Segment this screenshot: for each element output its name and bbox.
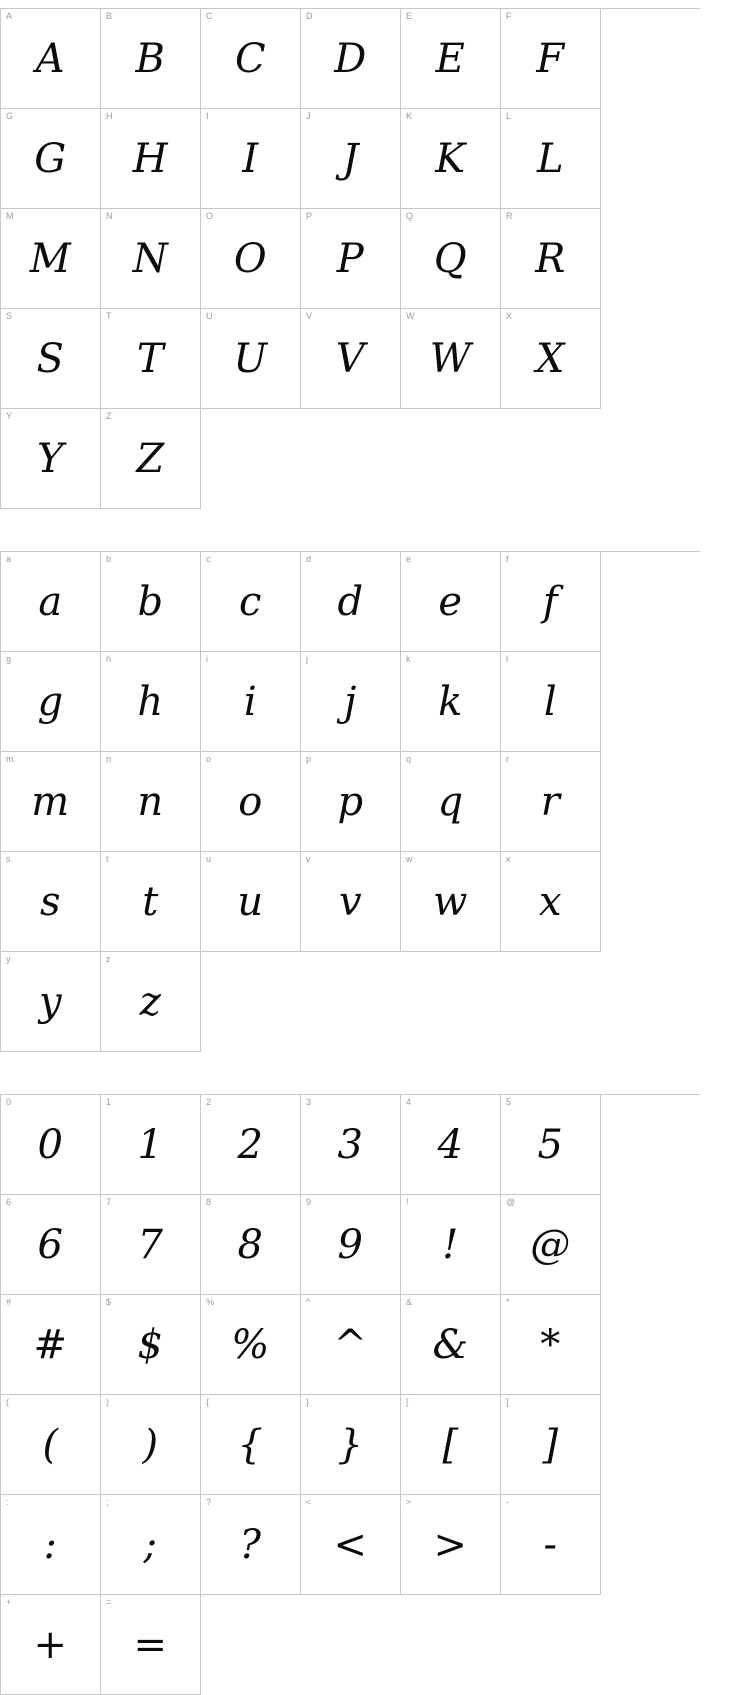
glyph-cell[interactable] [501, 9, 601, 109]
glyph-code-label: n [106, 754, 112, 764]
glyph-code-label: 3 [306, 1097, 312, 1107]
glyph-character: < [333, 1521, 368, 1568]
glyph-character: p [337, 778, 364, 825]
glyph-cell[interactable] [301, 752, 401, 852]
glyph-code-label: R [506, 211, 513, 221]
glyph-code-label: N [106, 211, 113, 221]
glyph-character: j [344, 678, 357, 725]
glyph-cell[interactable] [101, 1295, 201, 1395]
glyph-code-label: z [106, 954, 111, 964]
glyph-code-label: ; [106, 1497, 109, 1507]
glyph-code-label: 8 [206, 1197, 212, 1207]
glyph-character: 1 [137, 1121, 164, 1168]
section-lowercase [0, 551, 700, 1052]
glyph-cell[interactable] [501, 1195, 601, 1295]
glyph-code-label: 0 [6, 1097, 12, 1107]
section-spacer-1 [0, 509, 700, 551]
glyph-cell[interactable] [101, 1595, 201, 1695]
glyph-cell[interactable] [401, 1295, 501, 1395]
glyph-code-label: s [6, 854, 11, 864]
glyph-cell[interactable] [401, 652, 501, 752]
glyph-code-label: H [106, 111, 113, 121]
glyph-code-label: } [306, 1397, 310, 1407]
glyph-character: 4 [437, 1121, 464, 1168]
glyph-cell[interactable] [401, 209, 501, 309]
glyph-code-label: I [206, 111, 209, 121]
glyph-cell[interactable] [201, 1495, 301, 1595]
glyph-character: W [429, 335, 472, 382]
glyph-code-label: w [406, 854, 413, 864]
glyph-character: X [536, 335, 565, 382]
glyph-cell[interactable] [201, 209, 301, 309]
glyph-character: e [438, 578, 463, 625]
glyph-code-label: V [306, 311, 313, 321]
glyph-cell[interactable] [301, 309, 401, 409]
glyph-character: B [135, 35, 166, 82]
glyph-character: T [136, 335, 165, 382]
glyph-character: d [337, 578, 364, 625]
glyph-character: > [433, 1521, 468, 1568]
glyph-cell[interactable] [1, 109, 101, 209]
glyph-cell[interactable] [101, 652, 201, 752]
glyph-code-label: 4 [406, 1097, 412, 1107]
glyph-cell[interactable] [101, 409, 201, 509]
glyph-code-label: c [206, 554, 211, 564]
glyph-cell[interactable] [101, 552, 201, 652]
glyph-cell[interactable] [101, 309, 201, 409]
glyph-character: P [336, 235, 365, 282]
glyph-code-label: & [406, 1297, 413, 1307]
glyph-cell[interactable] [501, 752, 601, 852]
glyph-code-label: + [6, 1597, 12, 1607]
glyph-cell[interactable] [501, 209, 601, 309]
glyph-character: R [535, 235, 566, 282]
glyph-character: ] [542, 1421, 559, 1468]
glyph-character: G [34, 135, 67, 182]
glyph-cell[interactable] [401, 552, 501, 652]
glyph-cell[interactable] [201, 1295, 301, 1395]
glyph-cell[interactable] [501, 309, 601, 409]
glyph-cell[interactable] [401, 752, 501, 852]
glyph-character: U [233, 335, 268, 382]
page-top-spacer [0, 0, 700, 8]
section-digits-symbols [0, 1094, 700, 1695]
glyph-cell[interactable] [101, 9, 201, 109]
glyph-character: @ [530, 1221, 571, 1268]
glyph-character: ? [239, 1521, 262, 1568]
glyph-character: a [38, 578, 63, 625]
glyph-code-label: Q [406, 211, 414, 221]
glyph-code-label: = [106, 1597, 112, 1607]
glyph-character: A [35, 35, 66, 82]
glyph-code-label: x [506, 854, 511, 864]
glyph-code-label: @ [506, 1197, 516, 1207]
glyph-character: ( [42, 1421, 59, 1468]
glyph-cell[interactable] [1, 409, 101, 509]
glyph-character: y [38, 978, 63, 1025]
glyph-code-label: f [506, 554, 509, 564]
glyph-character: K [435, 135, 466, 182]
glyph-character: i [243, 678, 258, 725]
sections-wrapper [0, 8, 740, 1695]
glyph-character: } [337, 1421, 364, 1468]
glyph-character: Y [37, 435, 64, 482]
glyph-character: ! [442, 1221, 459, 1268]
glyph-character: { [237, 1421, 264, 1468]
glyph-code-label: E [406, 11, 413, 21]
glyph-cell[interactable] [101, 109, 201, 209]
glyph-code-label: O [206, 211, 214, 221]
glyph-cell[interactable] [101, 952, 201, 1052]
glyph-character: E [435, 35, 466, 82]
glyph-character: N [132, 235, 169, 282]
section-uppercase [0, 8, 700, 509]
glyph-cell[interactable] [1, 209, 101, 309]
glyph-code-label: D [306, 11, 313, 21]
glyph-code-label: 2 [206, 1097, 212, 1107]
glyph-cell[interactable] [201, 752, 301, 852]
glyph-character: Q [433, 235, 468, 282]
glyph-character: c [239, 578, 262, 625]
glyph-character: 3 [337, 1121, 364, 1168]
glyph-character: = [133, 1621, 168, 1668]
glyph-cell[interactable] [1, 952, 101, 1052]
glyph-code-label: u [206, 854, 212, 864]
glyph-cell[interactable] [401, 1095, 501, 1195]
glyph-character: I [242, 135, 259, 182]
glyph-cell[interactable] [101, 209, 201, 309]
glyph-character: * [540, 1321, 561, 1368]
glyph-code-label: B [106, 11, 113, 21]
glyph-cell[interactable] [301, 852, 401, 952]
glyph-character: q [437, 778, 464, 825]
glyph-code-label: U [206, 311, 213, 321]
glyph-code-label: Y [6, 411, 13, 421]
glyph-code-label: K [406, 111, 413, 121]
glyph-character: o [238, 778, 263, 825]
glyph-code-label: T [106, 311, 112, 321]
glyph-character: v [338, 878, 363, 925]
glyph-code-label: t [106, 854, 109, 864]
glyph-code-label: * [506, 1297, 510, 1307]
glyph-character: 2 [237, 1121, 264, 1168]
glyph-cell[interactable] [201, 1095, 301, 1195]
glyph-character: 0 [37, 1121, 64, 1168]
glyph-code-label: d [306, 554, 312, 564]
glyph-character: J [342, 135, 359, 182]
glyph-code-label: p [306, 754, 312, 764]
glyph-cell[interactable] [1, 1295, 101, 1395]
glyph-cell[interactable] [1, 309, 101, 409]
glyph-character: : [43, 1521, 58, 1568]
glyph-cell[interactable] [301, 552, 401, 652]
glyph-cell[interactable] [201, 309, 301, 409]
glyph-code-label: m [6, 754, 14, 764]
glyph-code-label: 5 [506, 1097, 512, 1107]
glyph-code-label: j [306, 654, 308, 664]
glyph-code-label: y [6, 954, 11, 964]
glyph-character: D [334, 35, 367, 82]
section-spacer-2 [0, 1052, 700, 1094]
glyph-cell[interactable] [501, 109, 601, 209]
glyph-code-label: h [106, 654, 112, 664]
glyph-character: V [335, 335, 366, 382]
glyph-character: n [137, 778, 164, 825]
glyph-character: z [139, 978, 162, 1025]
glyph-code-label: 9 [306, 1197, 312, 1207]
glyph-code-label: ) [106, 1397, 109, 1407]
glyph-character: u [237, 878, 264, 925]
glyph-code-label: { [206, 1397, 210, 1407]
glyph-cell[interactable] [401, 9, 501, 109]
glyph-character: s [39, 878, 62, 925]
glyph-code-label: P [306, 211, 313, 221]
glyph-cell[interactable] [501, 652, 601, 752]
glyph-character: L [536, 135, 565, 182]
glyph-code-label: L [506, 111, 512, 121]
glyph-code-label: M [6, 211, 14, 221]
glyph-code-label: l [506, 654, 508, 664]
glyph-cell[interactable] [1, 1495, 101, 1595]
glyph-cell[interactable] [1, 552, 101, 652]
glyph-cell[interactable] [501, 1295, 601, 1395]
glyph-cell[interactable] [1, 1595, 101, 1695]
glyph-code-label: ] [506, 1397, 509, 1407]
glyph-cell[interactable] [301, 1195, 401, 1295]
glyph-cell[interactable] [101, 1395, 201, 1495]
glyph-character: 6 [37, 1221, 64, 1268]
glyph-character: g [37, 678, 64, 725]
glyph-cell[interactable] [301, 1095, 401, 1195]
glyph-code-label: a [6, 554, 12, 564]
glyph-cell[interactable] [201, 1195, 301, 1295]
glyph-character: S [36, 335, 65, 382]
glyph-character: t [142, 878, 159, 925]
glyph-character: + [33, 1621, 68, 1668]
glyph-character: 8 [237, 1221, 264, 1268]
glyph-character: w [433, 878, 468, 925]
glyph-cell[interactable] [301, 1395, 401, 1495]
glyph-character: F [536, 35, 565, 82]
glyph-code-label: b [106, 554, 112, 564]
glyph-cell[interactable] [1, 852, 101, 952]
glyph-grid-uppercase [0, 8, 700, 509]
glyph-code-label: W [406, 311, 415, 321]
glyph-cell[interactable] [1, 1095, 101, 1195]
glyph-cell[interactable] [201, 9, 301, 109]
glyph-character: b [137, 578, 164, 625]
glyph-code-label: G [6, 111, 14, 121]
glyph-cell[interactable] [401, 852, 501, 952]
glyph-cell[interactable] [501, 1095, 601, 1195]
glyph-character: O [233, 235, 268, 282]
glyph-code-label: 1 [106, 1097, 112, 1107]
glyph-code-label: < [306, 1497, 312, 1507]
glyph-code-label: A [6, 11, 13, 21]
glyph-cell[interactable] [1, 1395, 101, 1495]
glyph-character: h [137, 678, 164, 725]
glyph-character: $ [137, 1321, 164, 1368]
glyph-cell[interactable] [301, 109, 401, 209]
glyph-cell[interactable] [1, 9, 101, 109]
glyph-character: [ [442, 1421, 459, 1468]
glyph-code-label: % [206, 1297, 215, 1307]
glyph-character: ^ [333, 1321, 368, 1368]
glyph-cell[interactable] [401, 309, 501, 409]
glyph-code-label: g [6, 654, 12, 664]
glyph-character: ; [143, 1521, 158, 1568]
glyph-code-label: # [6, 1297, 12, 1307]
glyph-character: 5 [537, 1121, 564, 1168]
glyph-cell[interactable] [1, 1195, 101, 1295]
glyph-code-label: i [206, 654, 208, 664]
glyph-grid-lowercase [0, 551, 700, 1052]
glyph-cell[interactable] [301, 1295, 401, 1395]
glyph-code-label: > [406, 1497, 412, 1507]
glyph-code-label: $ [106, 1297, 112, 1307]
glyph-character: H [132, 135, 169, 182]
glyph-cell[interactable] [301, 1495, 401, 1595]
glyph-cell[interactable] [101, 1195, 201, 1295]
glyph-character: 7 [137, 1221, 164, 1268]
glyph-character: l [543, 678, 558, 725]
glyph-code-label: C [206, 11, 213, 21]
glyph-code-label: ( [6, 1397, 9, 1407]
glyph-code-label: ^ [306, 1297, 311, 1307]
glyph-cell[interactable] [501, 852, 601, 952]
glyph-character: M [29, 235, 72, 282]
glyph-cell[interactable] [301, 9, 401, 109]
glyph-cell[interactable] [301, 652, 401, 752]
glyph-code-label: [ [406, 1397, 409, 1407]
glyph-cell[interactable] [401, 1195, 501, 1295]
glyph-character: 9 [337, 1221, 364, 1268]
glyph-cell[interactable] [201, 852, 301, 952]
glyph-code-label: 7 [106, 1197, 112, 1207]
glyph-code-label: X [506, 311, 513, 321]
glyph-character: x [538, 878, 563, 925]
glyph-cell[interactable] [401, 1395, 501, 1495]
glyph-character: - [543, 1521, 558, 1568]
glyph-code-label: F [506, 11, 512, 21]
glyph-cell[interactable] [101, 752, 201, 852]
glyph-code-label: k [406, 654, 411, 664]
glyph-character: m [31, 778, 70, 825]
glyph-cell[interactable] [101, 1095, 201, 1195]
glyph-cell[interactable] [201, 552, 301, 652]
glyph-character: r [540, 778, 561, 825]
glyph-cell[interactable] [1, 752, 101, 852]
glyph-code-label: 6 [6, 1197, 12, 1207]
glyph-code-label: S [6, 311, 13, 321]
glyph-cell[interactable] [401, 109, 501, 209]
glyph-code-label: Z [106, 411, 112, 421]
glyph-character: f [542, 578, 559, 625]
glyph-cell[interactable] [301, 209, 401, 309]
glyph-cell[interactable] [501, 1395, 601, 1495]
glyph-code-label: v [306, 854, 311, 864]
glyph-cell[interactable] [101, 1495, 201, 1595]
glyph-code-label: r [506, 754, 509, 764]
glyph-code-label: - [506, 1497, 509, 1507]
glyph-cell[interactable] [1, 652, 101, 752]
glyph-cell[interactable] [101, 852, 201, 952]
glyph-code-label: J [306, 111, 311, 121]
glyph-cell[interactable] [201, 109, 301, 209]
glyph-code-label: q [406, 754, 412, 764]
glyph-character: # [33, 1321, 68, 1368]
glyph-cell[interactable] [501, 552, 601, 652]
glyph-code-label: : [6, 1497, 9, 1507]
glyph-code-label: ! [406, 1197, 409, 1207]
glyph-character: & [432, 1321, 469, 1368]
glyph-cell[interactable] [201, 1395, 301, 1495]
glyph-grid-digits-symbols [0, 1094, 700, 1695]
glyph-code-label: e [406, 554, 412, 564]
glyph-character: Z [136, 435, 165, 482]
glyph-character: % [231, 1321, 270, 1368]
glyph-cell[interactable] [501, 1495, 601, 1595]
glyph-character: k [438, 678, 463, 725]
glyph-cell[interactable] [201, 652, 301, 752]
glyph-cell[interactable] [401, 1495, 501, 1595]
glyph-character: C [234, 35, 267, 82]
glyph-code-label: o [206, 754, 212, 764]
glyph-code-label: ? [206, 1497, 212, 1507]
glyph-character: ) [142, 1421, 159, 1468]
